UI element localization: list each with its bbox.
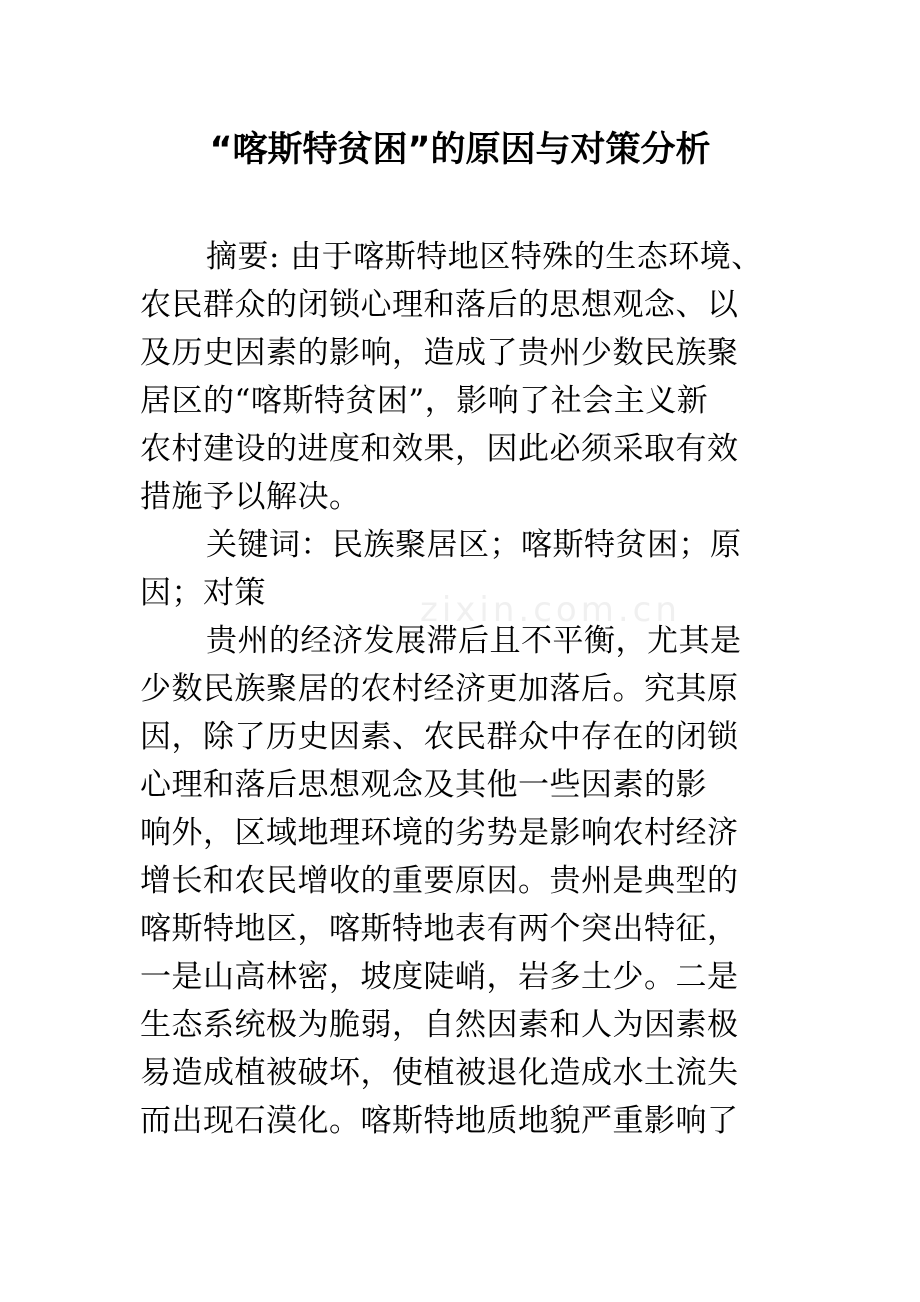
abstract-line: 农民群众的闭锁心理和落后的思想观念、以 [140,287,739,323]
watermark-text: zixin.com.cn [420,590,681,630]
abstract-line: 措施予以解决。 [140,479,361,515]
document-body [140,233,790,1145]
paragraph-line: 而出现石漠化。喀斯特地质地貌严重影响了 [140,1103,739,1139]
paragraph-line: 易造成植被破坏，使植被退化造成水土流失 [140,1055,739,1091]
paragraph-line: 贵州的经济发展滞后且不平衡，尤其是 [206,623,742,659]
keywords-line: 因；对策 [140,575,266,611]
abstract-line: 农村建设的进度和效果，因此必须采取有效 [140,431,739,467]
abstract-line: 摘要: 由于喀斯特地区特殊的生态环境、 [206,239,763,275]
keywords-line: 关键词：民族聚居区；喀斯特贫困；原 [206,527,742,563]
paragraph-line: 生态系统极为脆弱，自然因素和人为因素极 [140,1007,739,1043]
paragraph-line: 因，除了历史因素、农民群众中存在的闭锁 [140,719,739,755]
paragraph-line: 心理和落后思想观念及其他一些因素的影 [140,767,707,803]
document-title: “喀斯特贫困”的原因与对策分析 [209,130,711,170]
paragraph-line: 响外，区域地理环境的劣势是影响农村经济 [140,815,739,851]
paragraph-line: 一是山高林密，坡度陡峭，岩多土少。二是 [140,959,739,995]
paragraph-line: 喀斯特地区，喀斯特地表有两个突出特征， [140,911,739,947]
abstract-line: 及历史因素的影响，造成了贵州少数民族聚 [140,335,739,371]
abstract-line: 居区的“喀斯特贫困”，影响了社会主义新 [140,383,709,419]
paragraph-line: 增长和农民增收的重要原因。贵州是典型的 [140,863,739,899]
paragraph-line: 少数民族聚居的农村经济更加落后。究其原 [140,671,739,707]
